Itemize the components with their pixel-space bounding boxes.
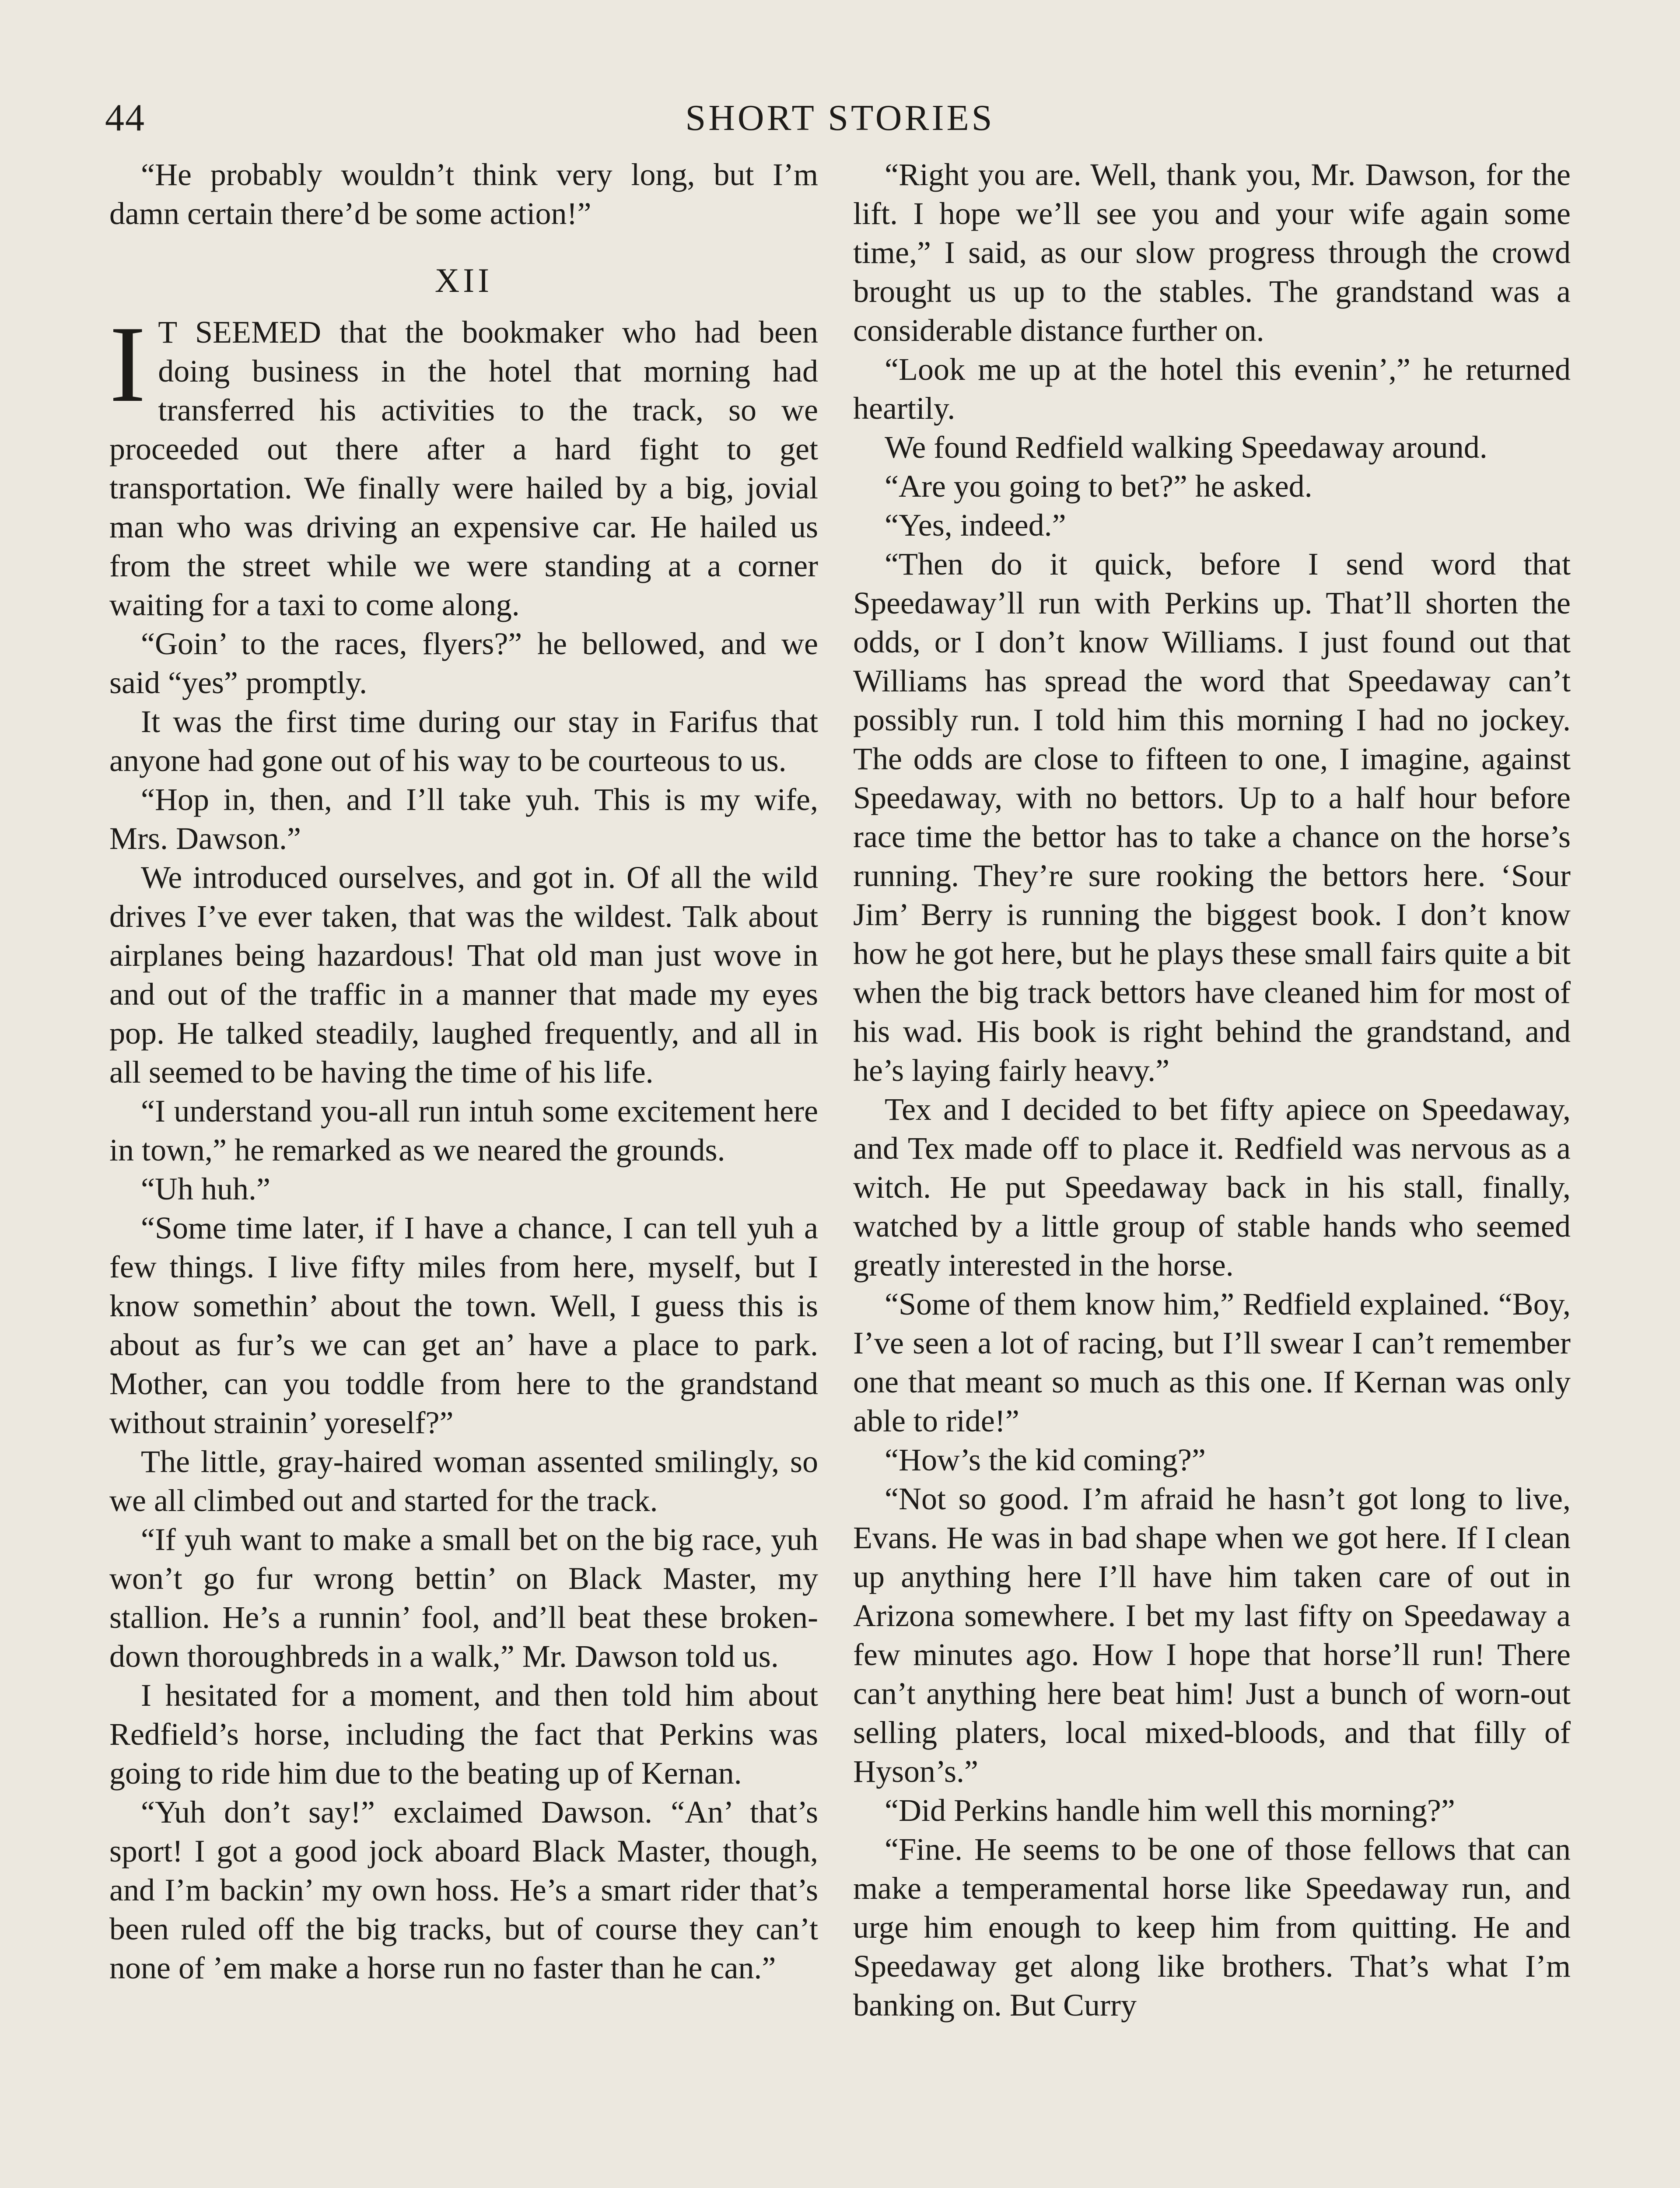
paragraph: The little, gray-haired woman assented smilingly, so we all climbed out and started for the track. — [109, 1444, 818, 1518]
paragraph: “Are you going to bet?” he asked. — [885, 469, 1312, 504]
left-opening-paragraphs — [109, 155, 818, 233]
paragraph: “Some of them know him,” Redfield explained. “Boy, I’ve seen a lot of racing, but I’ll swear I can’t remember one that meant so much as this one. If Kernan was only able to ride!” — [853, 1287, 1571, 1438]
paragraph: I hesitated for a moment, and then told him about Redfield’s horse, including the fact that Perkins was going to ride him due to the beating up of Kernan. — [109, 1678, 818, 1791]
paragraph: “Some time later, if I have a chance, I can tell yuh a few things. I live fifty miles from here, myself, but I know somethin’ about the town. Well, I guess this is about as fur’s we can get an’ have a place to park. Mother, can you toddle from here to the grandstand without strainin’ yoreself?” — [109, 1210, 818, 1440]
paragraph: “Then do it quick, before I send word that Speedaway’ll run with Perkins up. That’ll shorten the odds, or I don’t know Williams. I just found out that Williams has spread the word that Speedaway can’t possibly run. I told him this morning I had no jockey. The odds are close to fifteen to one, I imagine, against Speedaway, with no bettors. Up to a half hour before race time the bettor has to take a chance on the horse’s running. They’re sure rooking the bettors here. ‘Sour Jim’ Berry is running the biggest book. I don’t know how he got here, but he plays these small fairs quite a bit when the big track bettors have cleaned him for most of his wad. His book is right behind the grandstand, and he’s laying fairly heavy.” — [853, 547, 1571, 1088]
paragraph: “How’s the kid coming?” — [885, 1442, 1206, 1477]
left-column — [109, 155, 818, 1988]
paragraph: “Yes, indeed.” — [885, 508, 1066, 543]
paragraph: “Uh huh.” — [141, 1171, 270, 1206]
paragraph: Tex and I decided to bet fifty apiece on Speedaway, and Tex made off to place it. Redfield was nervous as a witch. He put Speedaway back in his stall, finally, watched by a little group of stable hands who seemed greatly interested in the horse. — [853, 1092, 1571, 1283]
paragraph: “I understand you-all run intuh some excitement here in town,” he remarked as we neared the grounds. — [109, 1094, 818, 1168]
right-body-paragraphs — [853, 155, 1571, 2025]
page-number: 44 — [105, 97, 145, 139]
drop-cap: I — [109, 304, 146, 425]
paragraph: “If yuh want to make a small bet on the big race, yuh won’t go fur wrong bettin’ on Black Master, my stallion. He’s a runnin’ fool, and’ll beat these broken-down thoroughbreds in a walk,” Mr. Dawson told us. — [109, 1522, 818, 1674]
right-column — [853, 155, 1571, 2025]
paragraph: “Goin’ to the races, flyers?” he bellowed, and we said “yes” promptly. — [109, 626, 818, 700]
paragraph: “Fine. He seems to be one of those fellows that can make a temperamental horse like Speedaway run, and urge him enough to keep him from quitting. He and Speedaway get along like brothers. That’s what I’m banking on. But Curry — [853, 1832, 1571, 2023]
dropcap-paragraph-text: T SEEMED that the bookmaker who had been doing business in the hotel that morning had transferred his activities to the track, so we proceeded out there after a hard fight to get transportation. We finally were hailed by a big, jovial man who was driving an expensive car. He hailed us from the street while we were standing at a corner waiting for a taxi to come along. — [109, 315, 818, 622]
paragraph: “Hop in, then, and I’ll take yuh. This is my wife, Mrs. Dawson.” — [109, 782, 818, 856]
paragraph: “Right you are. Well, thank you, Mr. Dawson, for the lift. I hope we’ll see you and your wife again some time,” I said, as our slow progress through the crowd brought us up to the stables. The grandstand was a considerable distance further on. — [853, 157, 1571, 348]
section-heading: XII — [434, 261, 493, 299]
paragraph: We introduced ourselves, and got in. Of all the wild drives I’ve ever taken, that was the wildest. Talk about airplanes being hazardous! That old man just wove in and out of the traffic in a manner that made my eyes pop. He talked steadily, laughed frequently, and all in all seemed to be having the time of his life. — [109, 860, 818, 1090]
paragraph: “Look me up at the hotel this evenin’,” he returned heartily. — [853, 352, 1571, 426]
left-body-paragraphs — [109, 624, 818, 1988]
paragraph: “Yuh don’t say!” exclaimed Dawson. “An’ that’s sport! I got a good jock aboard Black Master, though, and I’m backin’ my own hoss. He’s a smart rider that’s been ruled off the big tracks, but of course they can’t none of ’em make a horse run no faster than he can.” — [109, 1795, 818, 1985]
running-title: SHORT STORIES — [685, 98, 995, 138]
paragraph: It was the first time during our stay in Farifus that anyone had gone out of his way to be courteous to us. — [109, 704, 818, 778]
paragraph: “Not so good. I’m afraid he hasn’t got long to live, Evans. He was in bad shape when we got here. If I clean up anything here I’ll have him taken care of out in Arizona somewhere. I bet my last fifty on Speedaway a few minutes ago. How I hope that horse’ll run! There can’t anything here beat him! Just a bunch of worn-out selling platers, local mixed-bloods, and that filly of Hyson’s.” — [853, 1481, 1571, 1789]
paragraph: “He probably wouldn’t think very long, but I’m damn certain there’d be some action!” — [109, 157, 818, 231]
dropcap-paragraph — [109, 304, 818, 624]
page-header — [105, 94, 1575, 142]
paragraph: “Did Perkins handle him well this morning?” — [885, 1793, 1455, 1828]
paragraph: We found Redfield walking Speedaway around. — [885, 430, 1488, 465]
